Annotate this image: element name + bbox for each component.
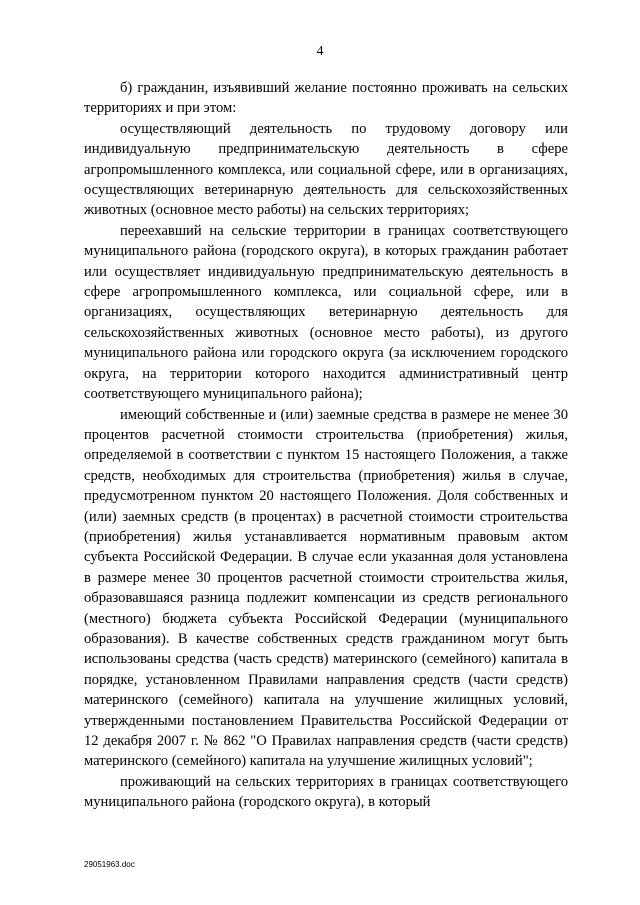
footer-document-name: 29051963.doc xyxy=(84,860,135,869)
paragraph-own-funds: имеющий собственные и (или) заемные средства в размере не менее 30 процентов расчетной стоимости строительства (приобретения) жилья, определяемой в соответствии с пунктом 15 настоящего Положения, а также средств, необходимых для строительства (приобретения) жилья в случае, предусмотренном пунктом 20 настоящего Положения. Доля собственных и (или) заемных средств (в процентах) в расчетной стоимости строительства (приобретения) жилья устанавливается нормативным правовым актом субъекта Российской Федерации. В случае если указанная доля установлена в размере менее 30 процентов расчетной стоимости строительства жилья, образовавшаяся разница подлежит компенсации из средств регионального (местного) бюджета субъекта Российской Федерации (муниципального образования). В качестве собственных средств гражданином могут быть использованы средства (часть средств) материнского (семейного) капитала в порядке, установленном Правилами направления средств (части средств) материнского (семейного) капитала на улучшение жилищных условий, утвержденными постановлением Правительства Российской Федерации от 12 декабря 2007 г. № 862 "О Правилах направления средств (части средств) материнского (семейного) капитала на улучшение жилищных условий"; xyxy=(84,406,568,770)
document-body xyxy=(84,78,568,813)
paragraph-relocated: переехавший на сельские территории в границах соответствующего муниципального района (городского округа), в которых гражданин работает или осуществляет индивидуальную предпринимательскую деятельность в сфере агропромышленного комплекса, или социальной сфере, или в организациях, осуществляющих ветеринарную деятельность для сельскохозяйственных животных (основное место работы), из другого муниципального района или городского округа (за исключением городского округа, на территории которого находится административный центр соответствующего муниципального района); xyxy=(84,222,568,403)
page-number: 4 xyxy=(316,44,324,59)
paragraph-residing: проживающий на сельских территориях в границах соответствующего муниципального района (городского округа), в который xyxy=(84,773,568,811)
paragraph-employment: осуществляющий деятельность по трудовому договору или индивидуальную предпринимательскую деятельность в сфере агропромышленного комплекса, или социальной сфере, или в организациях, осуществляющих ветеринарную деятельность для сельскохозяйственных животных (основное место работы) на сельских территориях; xyxy=(84,120,568,219)
paragraph-citizen-intro: б) гражданин, изъявивший желание постоянно проживать на сельских территориях и при этом: xyxy=(84,80,568,117)
